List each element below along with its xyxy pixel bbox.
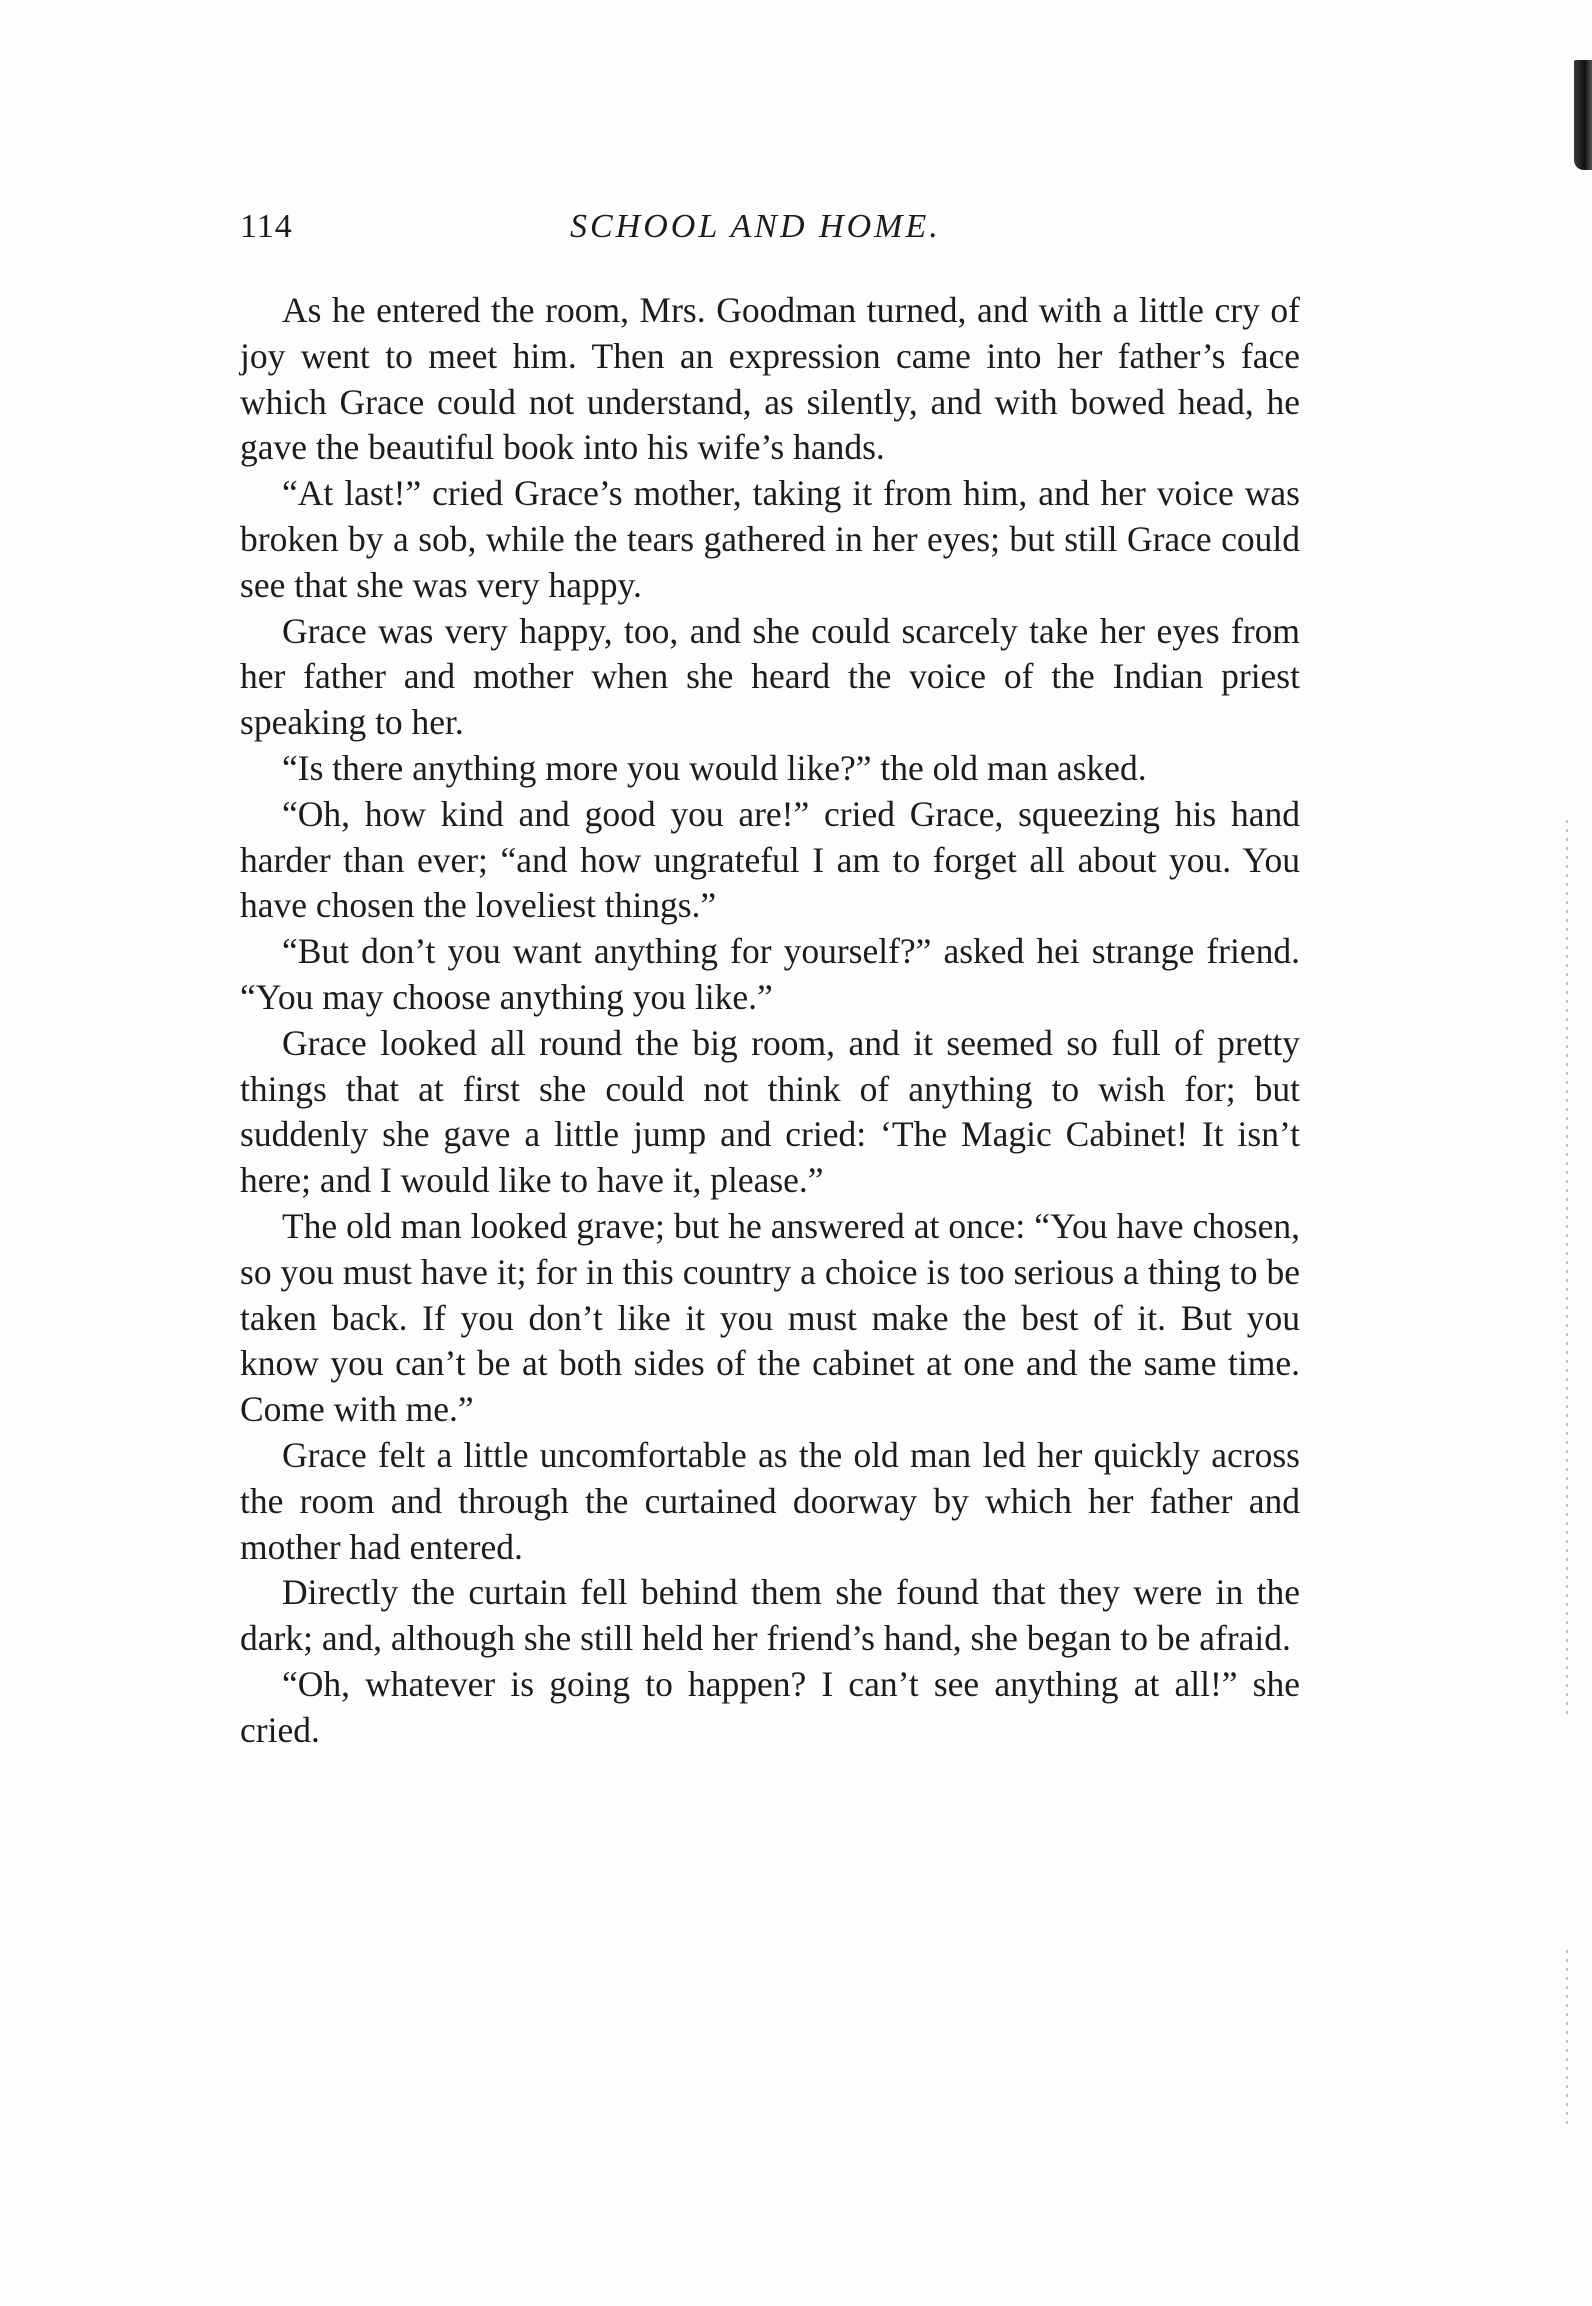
paragraph: “Oh, how kind and good you are!” cried Grace, squeezing his hand harder than ever; “and how ungrateful I am to forget all about you. You have chosen the loveliest things.” [240, 793, 1300, 926]
paragraph: The old man looked grave; but he answered at once: “You have chosen, so you must have it; for in this country a choice is too serious a thing to be taken back. If you don’t like it you must make the best of it. But you know you can’t be at both sides of the cabinet at one and the same time. Come with me.” [240, 1205, 1300, 1430]
paragraph: Grace felt a little uncomfortable as the old man led her quickly across the room and through the curtained doorway by which her father and mother had entered. [240, 1434, 1300, 1567]
body-text [240, 288, 1300, 1754]
paragraph: As he entered the room, Mrs. Goodman turned, and with a little cry of joy went to meet him. Then an expression came into her father’s face which Grace could not understand, as silently, and with bowed head, he gave the beautiful book into his wife’s hands. [240, 290, 1300, 468]
page-edge-shadow [1574, 60, 1592, 170]
page-number: 114 [240, 208, 293, 245]
paragraph: Directly the curtain fell behind them she found that they were in the dark; and, although she still held her friend’s hand, she began to be afraid. [240, 1572, 1300, 1659]
paragraph: Grace looked all round the big room, and it seemed so full of pretty things that at first she could not think of anything to wish for; but suddenly she gave a little jump and cried: ‘The Magic Cabinet! It isn’t here; and I would like to have it, please.” [240, 1022, 1300, 1201]
paragraph: “Is there anything more you would like?” the old man asked. [282, 747, 1147, 788]
paragraph: Grace was very happy, too, and she could scarcely take her eyes from her father and mother when she heard the voice of the Indian priest speaking to her. [240, 610, 1300, 743]
running-title: SCHOOL AND HOME. [570, 208, 941, 245]
paragraph: “But don’t you want anything for yourself?” asked hei strange friend. “You may choose anything you like.” [240, 931, 1300, 1017]
paragraph: “At last!” cried Grace’s mother, taking it from him, and her voice was broken by a sob, while the tears gathered in her eyes; but still Grace could see that she was very happy. [240, 473, 1300, 605]
page-edge-speckle [1566, 820, 1568, 1720]
page-edge-speckle-lower [1566, 1950, 1568, 2130]
paragraph: “Oh, whatever is going to happen? I can’t see anything at all!” she cried. [240, 1663, 1300, 1750]
running-header [240, 208, 1300, 268]
